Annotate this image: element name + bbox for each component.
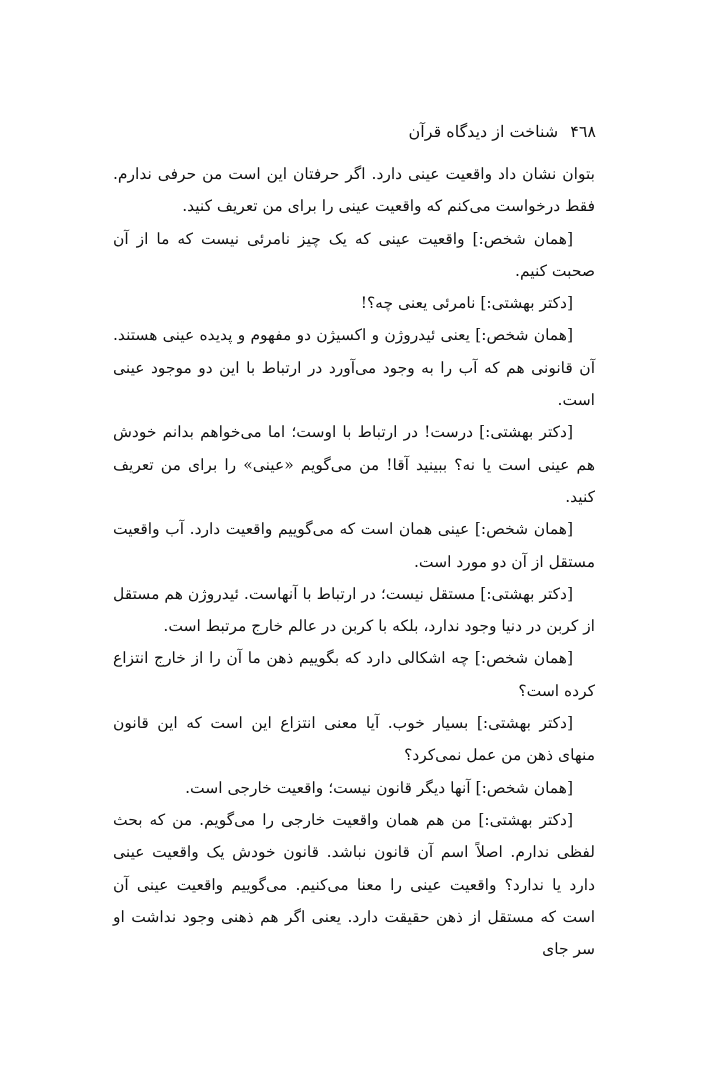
paragraph: [دکتر بهشتی:] من هم همان واقعیت خارجی را می‌گویم. من که بحث لفظی ندارم. اصلاً اسم آن قانون نباشد. قانون خودش یک واقعیت عینی دارد یا ندارد؟ واقعیت عینی را معنا می‌کنیم. می‌گوییم واقعیت عینی آن است که مستقل از ذهن حقیقت دارد. یعنی اگر هم ذهنی وجود نداشت او سر جای (113, 810, 595, 959)
paragraph: [دکتر بهشتی:] درست! در ارتباط با اوست؛ اما می‌خواهم بدانم خودش هم عینی است یا نه؟ ببینید آقا! من می‌گویم «عینی» را برای من تعریف کنید. (113, 423, 595, 506)
book-title: شناخت از دیدگاه قرآن (408, 122, 559, 141)
page-number: ۴٦۸ (570, 122, 596, 141)
paragraph: [همان شخص:] یعنی ئیدروژن و اکسیژن دو مفهوم و پدیده عینی هستند. آن قانونی هم که آب را به وجود می‌آورد در ارتباط با این دو موجود عینی است. (113, 326, 595, 410)
paragraph: [همان شخص:] واقعیت عینی که یک چیز نامرئی نیست که ما از آن صحبت کنیم. (113, 229, 595, 280)
paragraph: [دکتر بهشتی:] بسیار خوب. آیا معنی انتزاع این است که این قانون منهای ذهن من عمل نمی‌کرد؟ (113, 714, 595, 765)
paragraph: [دکتر بهشتی:] مستقل نیست؛ در ارتباط با آنهاست. ئیدروژن هم مستقل از کربن در دنیا وجود ندارد، بلکه با کربن در عالم خارج مرتبط است. (113, 584, 595, 636)
paragraph: [همان شخص:] چه اشکالی دارد که بگوییم ذهن ما آن را از خارج انتزاع کرده است؟ (113, 649, 595, 700)
paragraph: [دکتر بهشتی:] نامرئی یعنی چه؟! (360, 294, 573, 313)
paragraph: [همان شخص:] عینی همان است که می‌گوییم واقعیت دارد. آب واقعیت مستقل از آن دو مورد است. (113, 520, 595, 571)
paragraph: بتوان نشان داد واقعیت عینی دارد. اگر حرفتان این است من حرفی ندارم. فقط درخواست می‌کنم که واقعیت عینی را برای من تعریف کنید. (113, 165, 595, 216)
running-header (116, 120, 596, 144)
paragraph: [همان شخص:] آنها دیگر قانون نیست؛ واقعیت خارجی است. (185, 778, 573, 797)
page-body (113, 158, 595, 965)
